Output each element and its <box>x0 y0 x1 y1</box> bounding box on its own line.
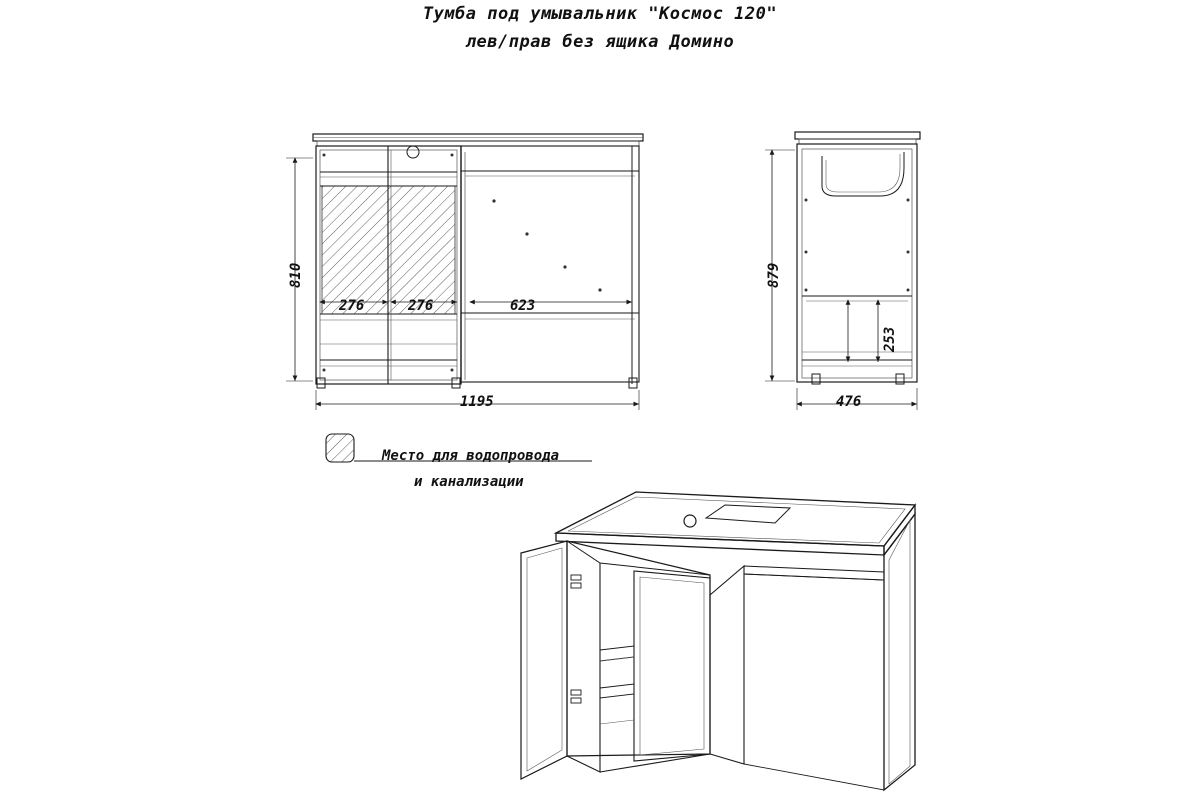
dim-front-total-width: 1195 <box>460 394 494 410</box>
front-view-group <box>286 134 643 410</box>
title-line-2: лев/прав без ящика Домино <box>465 32 735 52</box>
dim-open-section: 623 <box>510 298 536 314</box>
dim-door-right: 276 <box>408 298 434 314</box>
dim-door-left: 276 <box>339 298 365 314</box>
legend-line-1: Место для водопровода <box>382 448 560 464</box>
dim-side-depth: 476 <box>836 394 862 410</box>
legend-line-2: и канализации <box>414 474 524 490</box>
dim-front-height: 810 <box>288 262 304 288</box>
isometric-view-group <box>521 492 915 790</box>
dim-side-inner: 253 <box>882 326 898 352</box>
dim-side-height: 879 <box>766 262 782 288</box>
side-view-group <box>765 132 920 410</box>
title-line-1: Тумба под умывальник "Космос 120" <box>422 4 778 24</box>
